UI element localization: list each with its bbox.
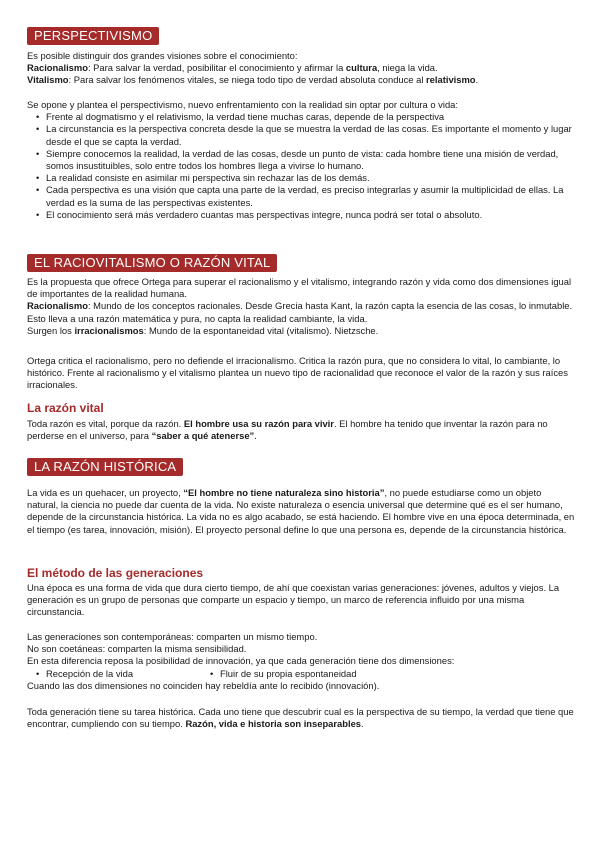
vitalismo-line (27, 74, 575, 86)
vitalismo-end: . (475, 74, 479, 86)
perspectivismo-list-block (27, 99, 575, 221)
rv-text-a: Toda razón es vital, porque da razón. (27, 418, 184, 429)
gen-p6-bold: Razón, vida e historia son inseparables (185, 718, 362, 730)
section-header-perspectivismo: PERSPECTIVISMO (27, 27, 159, 45)
term-racionalismo: Racionalismo (27, 62, 88, 74)
razon-historica-block (27, 487, 575, 536)
rh-bold: “El hombre no tiene naturaleza sino historia” (183, 487, 385, 498)
term-irracionalismos: irracionalismos (74, 324, 144, 336)
generaciones-final-block (27, 706, 575, 730)
term-vitalismo: Vitalismo (27, 74, 69, 86)
raciovitalismo-p1: Es la propuesta que ofrece Ortega para superar el racionalismo y el vitalismo, integrando razón y vida como dos dimensiones igual de importantes de la realidad humana. (27, 276, 572, 300)
list-item: • Fluir de su propia espontaneidad (201, 668, 357, 680)
perspectivismo-intro-block (27, 50, 575, 87)
gen-p5: Cuando las dos dimensiones no coinciden hay rebeldía ante lo recibido (innovación). (27, 679, 380, 691)
racionalismo-text: : Para salvar la verdad, posibilitar el conocimiento y afirmar la (87, 62, 346, 74)
list-item: • Recepción de la vida (27, 668, 201, 680)
list-item: • La circunstancia es la perspectiva concreta desde la que se muestra la verdad de las cosas. Es importante el momento y lugar desde el que se capta la verdad. (27, 123, 575, 147)
racionalismo-def (27, 300, 575, 324)
generaciones-block (27, 582, 575, 619)
gen-p4: En esta diferencia reposa la posibilidad de innovación, ya que cada generación tiene dos dimensiones: (27, 655, 455, 667)
list-item: • La realidad consiste en asimilar mi perspectiva sin rechazar las de los demás. (27, 172, 575, 184)
rh-text-b: , no puede estudiarse como un objeto natural, la ciencia no puede dar cuenta de la vida. No existe naturaleza o esencia universal que determine qué es el ser humano, depende de la circunstancia histórica. La vida no es algo acabado, se está haciendo. El hombre vive en una época determinada, en el tiempo (es tarea, innovación, misión). El proyecto personal define lo que una persona es, depende de la circunstancia histórica. (27, 487, 575, 535)
gen-p6-end: . (361, 718, 364, 730)
racionalismo-def-text: : Mundo de los conceptos racionales. Desde Grecia hasta Kant, la razón capta la esencia de las cosas, lo inmutable. Esto lleva a una razón matemática y pura, no capta la realidad cambiante, la vida. (27, 300, 573, 324)
gen-p1: Una época es una forma de vida que dura cierto tiempo, de ahí que coexistan varias generaciones: jóvenes, adultos y viejos. La generación es un grupo de personas que comparte un espacio y tiempo, un marco de referencia influido por una misma circunstancia. (27, 582, 560, 618)
list-item: • Cada perspectiva es una visión que capta una parte de la verdad, es preciso integrarlas y asumir la multiplicidad de ellas. La verdad es la suma de las perspectivas existentes. (27, 184, 575, 208)
razon-vital-text (27, 418, 575, 442)
irracionalismos-pre: Surgen los (27, 324, 75, 336)
irracionalismos-text: : Mundo de la espontaneidad vital (vitalismo). Nietzsche. (143, 324, 379, 336)
rv-text-c: . (254, 430, 257, 442)
rv-bold-2: “saber a qué atenerse” (151, 430, 255, 442)
list-item: • Siempre conocemos la realidad, la verdad de las cosas, desde un punto de vista: cada hombre tiene una misión de verdad, somos insustituibles, solo entre todos los hombres llega a vivirse lo humano. (27, 148, 575, 172)
opposes-text: Se opone y plantea el perspectivismo, nuevo enfrentamiento con la realidad sin optar por cultura o vida: (27, 99, 458, 110)
gen-p6-text: Toda generación tiene su tarea histórica. Cada uno tiene que descubrir cual es la perspectiva de su tiempo, la verdad que tiene que encontrar, cumpliendo con su tiempo. (27, 706, 574, 730)
raciovitalismo-p2-block (27, 355, 575, 392)
perspectivismo-bullets (27, 111, 575, 221)
vitalismo-text: : Para salvar los fenómenos vitales, se niega todo tipo de verdad absoluta conduce al (68, 74, 427, 86)
razon-historica-text (27, 487, 575, 536)
gen-p6 (27, 706, 575, 730)
list-item: • Frente al dogmatismo y el relativismo, la verdad tiene muchas caras, depende de la perspectiva (27, 111, 575, 123)
raciovitalismo-p2: Ortega critica el racionalismo, pero no defiende el irracionalismo. Critica la razón pura, que no considera lo vital, lo cambiante, lo histórico. Frente al racionalismo y el vitalismo plantea un nuevo tipo de racionalidad que reconoce el valor de la razón y sus raíces irracionales. (27, 355, 568, 391)
raciovitalismo-block (27, 276, 575, 337)
gen-p3: No son coetáneas: comparten la misma sensibilidad. (27, 643, 247, 655)
subheader-razon-vital: La razón vital (27, 401, 104, 415)
section-header-raciovitalismo: EL RACIOVITALISMO O RAZÓN VITAL (27, 254, 277, 272)
dimensions-list (27, 668, 575, 680)
racionalismo-end: , niega la vida. (377, 62, 438, 74)
rh-text-a: La vida es un quehacer, un proyecto, (27, 487, 184, 498)
term-cultura: cultura (345, 62, 378, 74)
generaciones-list-block (27, 631, 575, 692)
list-item: • El conocimiento será más verdadero cuantas mas perspectivas integre, nunca podrá ser total o absoluto. (27, 209, 575, 221)
intro-text: Es posible distinguir dos grandes visiones sobre el conocimiento: (27, 50, 298, 61)
gen-p2: Las generaciones son contemporáneas: comparten un mismo tiempo. (27, 631, 318, 642)
term-relativismo: relativismo (426, 74, 476, 86)
term-racionalismo: Racionalismo (27, 300, 88, 312)
rv-bold-1: El hombre usa su razón para vivir (183, 418, 334, 429)
razon-vital-block (27, 418, 575, 442)
rv-text-b: . El hombre ha tenido que inventar la razón para no perderse en el universo, para (27, 418, 548, 442)
subheader-metodo-generaciones: El método de las generaciones (27, 566, 204, 580)
section-header-razon-historica: LA RAZÓN HISTÓRICA (27, 458, 183, 476)
racionalismo-line (27, 62, 575, 74)
irracionalismos-def (27, 325, 575, 337)
